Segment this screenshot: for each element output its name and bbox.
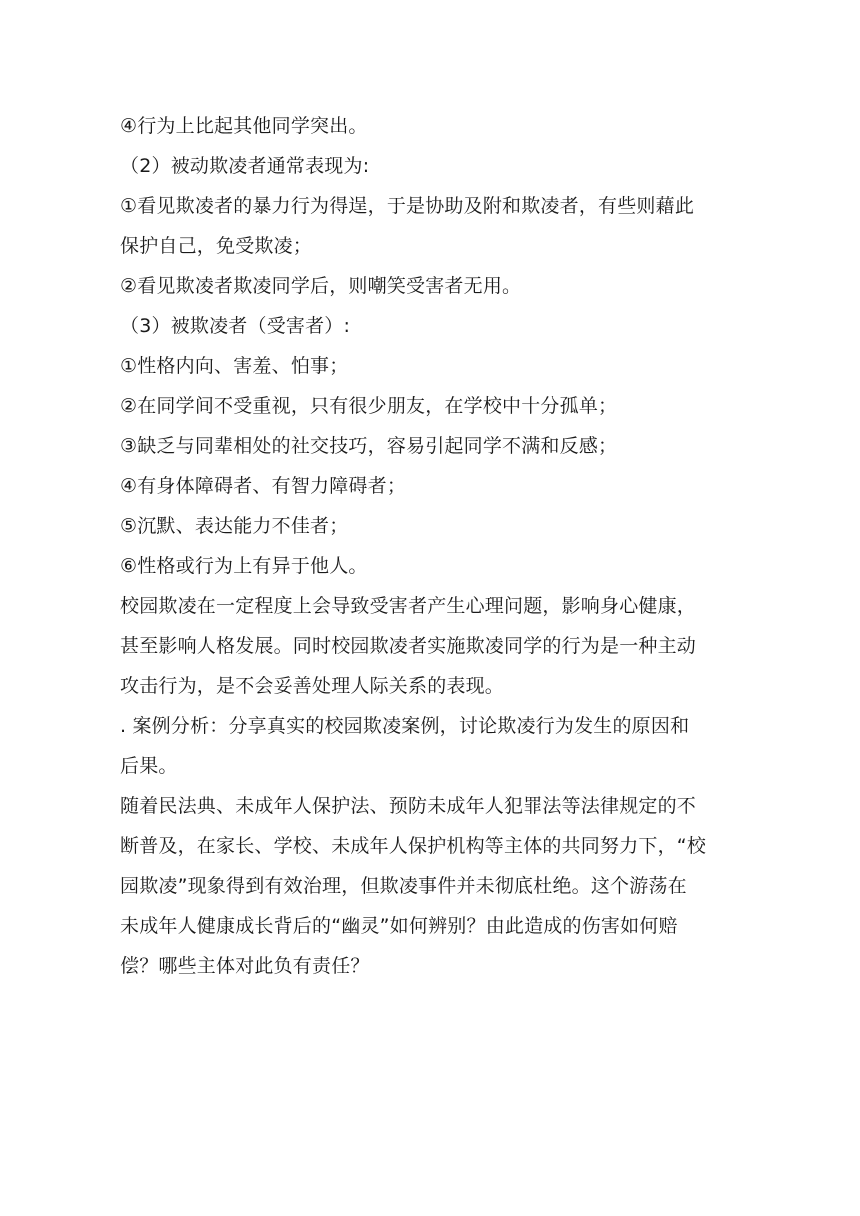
section-heading-passive-bullies: （2）被动欺凌者通常表现为: <box>120 155 370 177</box>
paragraph-law-line-5: 偿？哪些主体对此负有责任？ <box>120 955 370 977</box>
list-item-victim-1: ①性格内向、害羞、怕事； <box>120 355 349 377</box>
list-item-active-4: ④行为上比起其他同学突出。 <box>120 115 368 137</box>
list-item-passive-2: ②看见欺凌者欺凌同学后，则嘲笑受害者无用。 <box>120 275 522 297</box>
paragraph-law-line-3: 园欺凌”现象得到有效治理，但欺凌事件并未彻底杜绝。这个游荡在 <box>120 875 687 897</box>
list-item-passive-1-line-2: 保护自己，免受欺凌； <box>120 235 313 257</box>
list-item-victim-5: ⑤沉默、表达能力不佳者； <box>120 515 349 537</box>
list-item-victim-6: ⑥性格或行为上有异于他人。 <box>120 555 368 577</box>
paragraph-impact-line-2: 甚至影响人格发展。同时校园欺凌者实施欺凌同学的行为是一种主动 <box>120 635 697 657</box>
paragraph-law-line-4: 未成年人健康成长背后的“幽灵”如何辨别？由此造成的伤害如何赔 <box>120 915 678 937</box>
list-item-victim-2: ②在同学间不受重视，只有很少朋友，在学校中十分孤单； <box>120 395 618 417</box>
paragraph-case-analysis-line-1: . 案例分析：分享真实的校园欺凌案例，讨论欺凌行为发生的原因和 <box>120 715 690 737</box>
paragraph-case-analysis-line-2: 后果。 <box>120 755 178 777</box>
paragraph-impact-line-1: 校园欺凌在一定程度上会导致受害者产生心理问题，影响身心健康， <box>120 595 697 617</box>
list-item-victim-3: ③缺乏与同辈相处的社交技巧，容易引起同学不满和反感； <box>120 435 618 457</box>
paragraph-law-line-1: 随着民法典、未成年人保护法、预防未成年人犯罪法等法律规定的不 <box>120 795 697 817</box>
paragraph-law-line-2: 断普及，在家长、学校、未成年人保护机构等主体的共同努力下，“校 <box>120 835 707 857</box>
document-body <box>120 106 750 986</box>
section-heading-victims: （3）被欺凌者（受害者）: <box>120 315 351 337</box>
list-item-victim-4: ④有身体障碍者、有智力障碍者； <box>120 475 407 497</box>
list-item-passive-1-line-1: ①看见欺凌者的暴力行为得逞，于是协助及附和欺凌者，有些则藉此 <box>120 195 695 217</box>
paragraph-impact-line-3: 攻击行为，是不会妥善处理人际关系的表现。 <box>120 675 505 697</box>
